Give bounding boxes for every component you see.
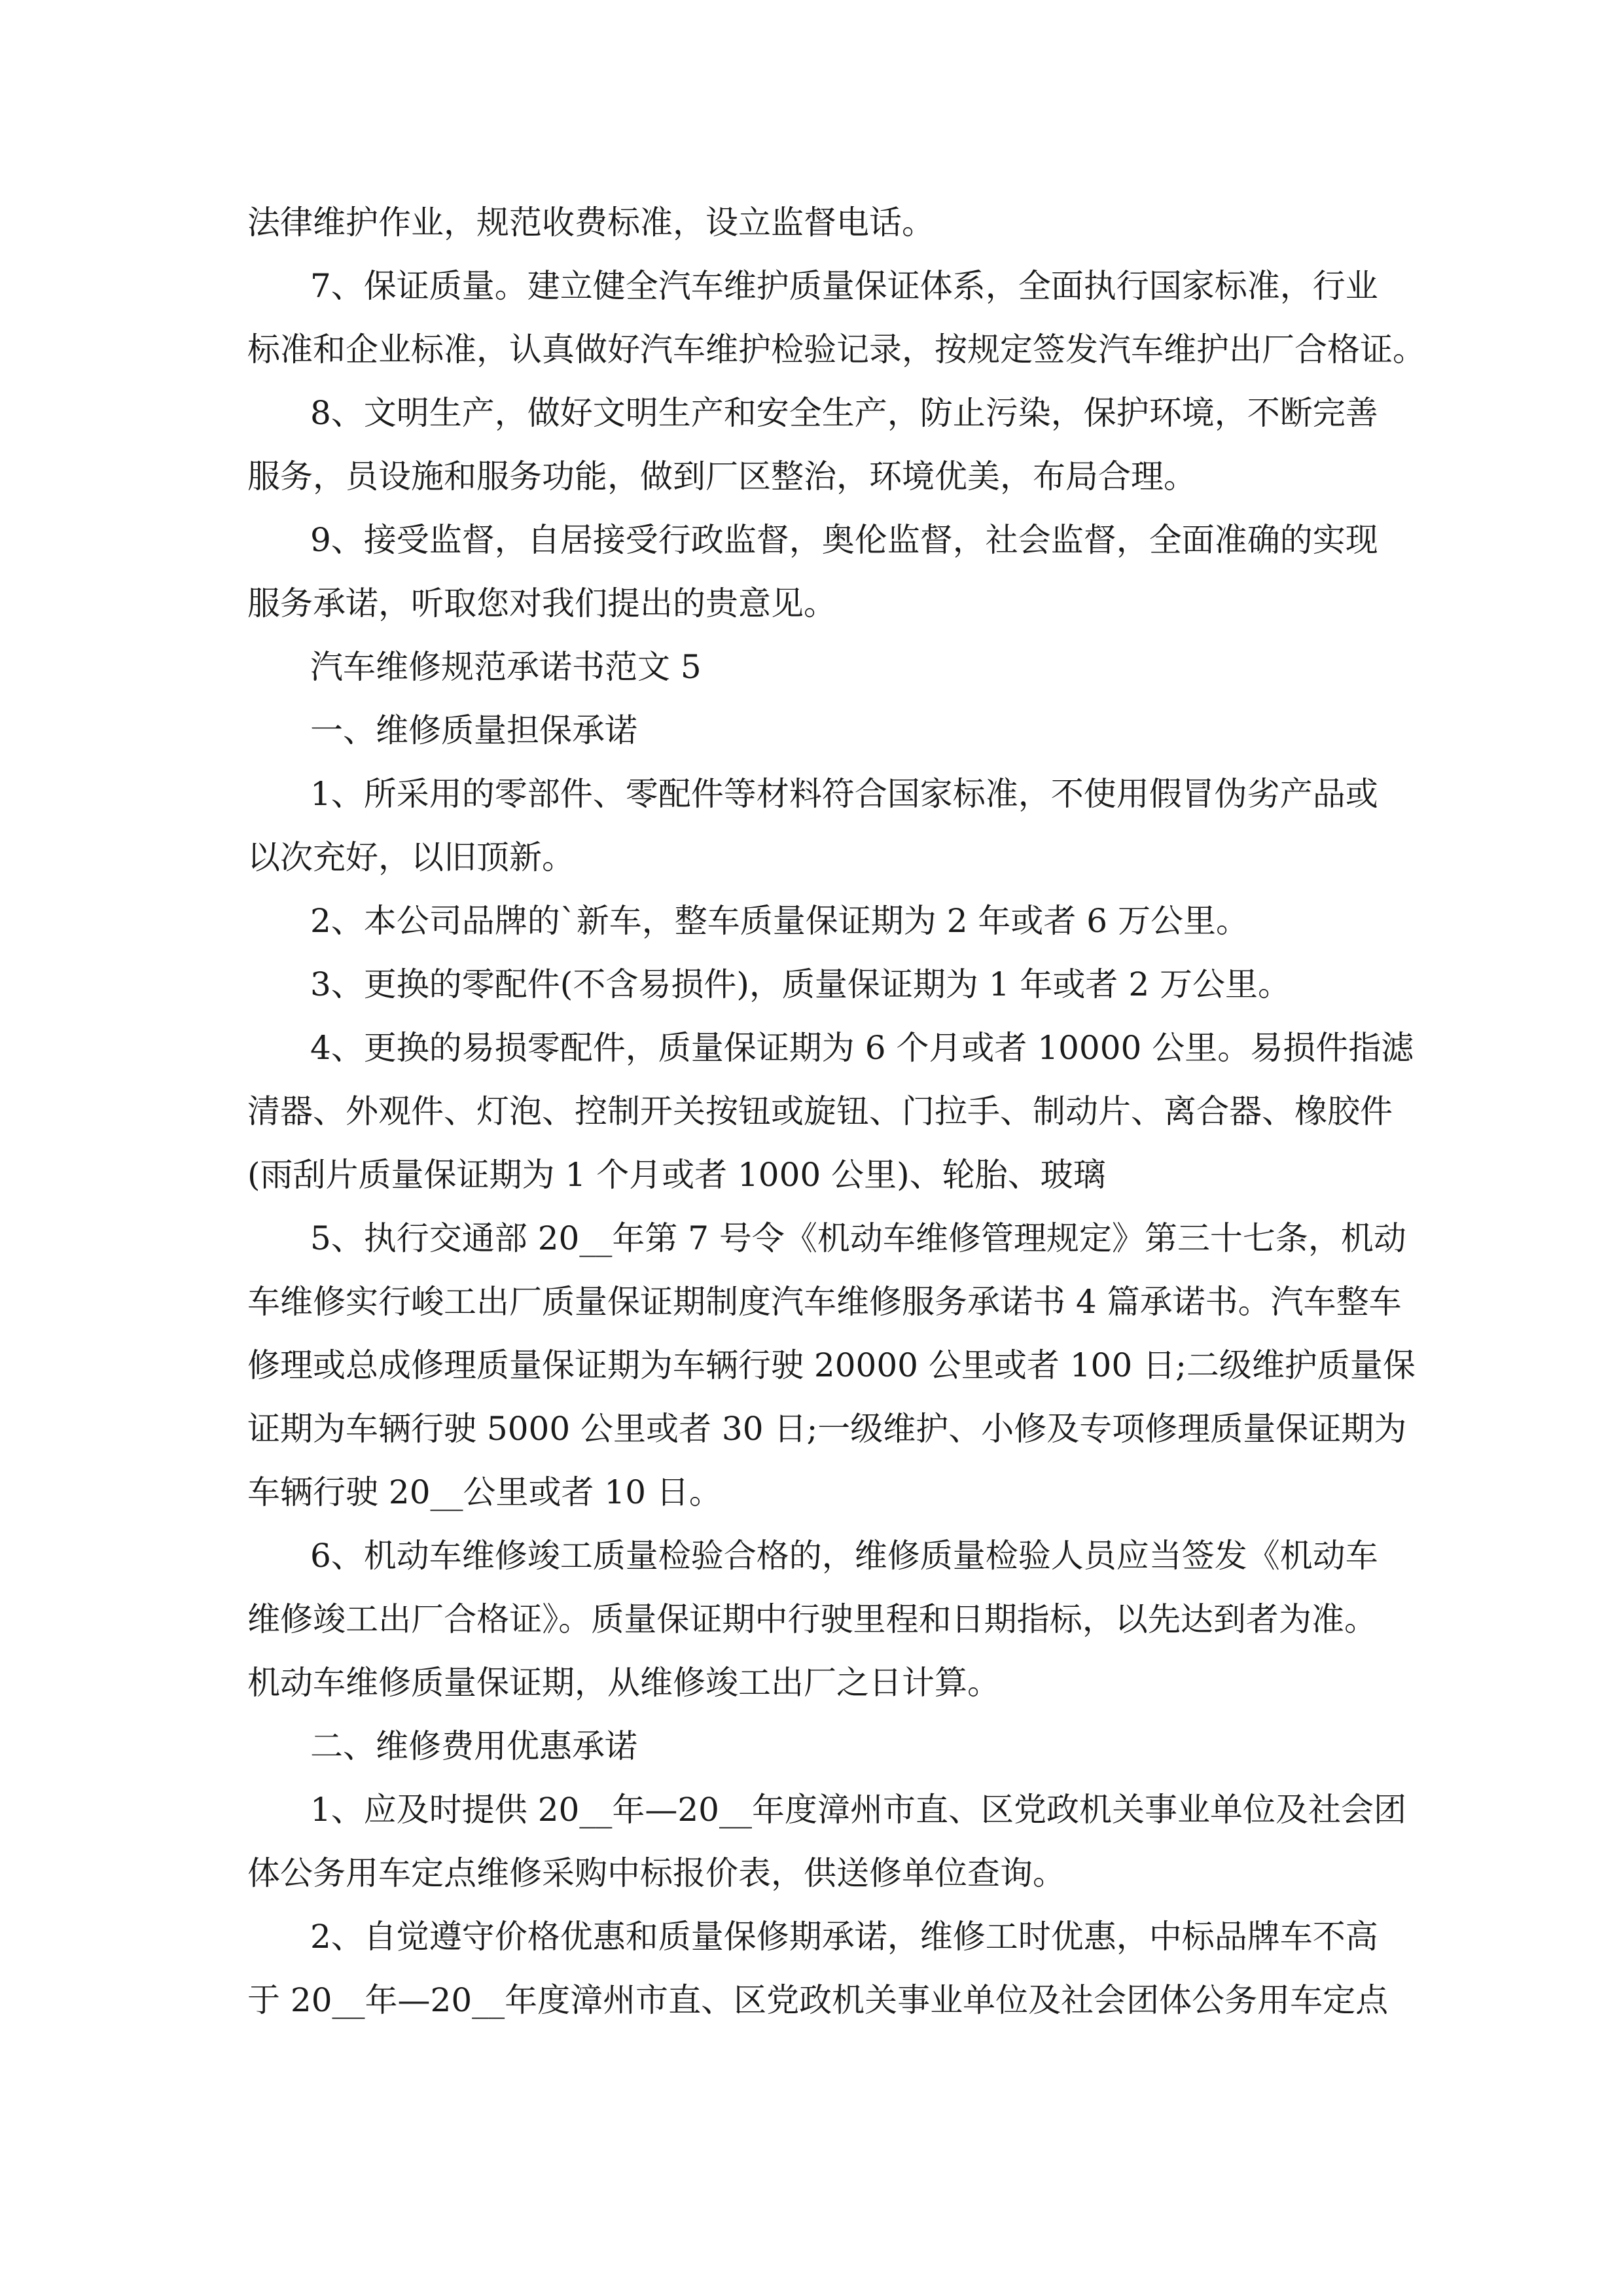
text-line: 修理或总成修理质量保证期为车辆行驶 20000 公里或者 100 日;二级维护质量保 xyxy=(247,1346,1416,1384)
text-line: 4、更换的易损零配件，质量保证期为 6 个月或者 10000 公里。易损件指滤 xyxy=(310,1029,1414,1067)
text-line: 服务承诺，听取您对我们提出的贵意见。 xyxy=(247,584,836,622)
text-line: 3、更换的零配件(不含易损件)，质量保证期为 1 年或者 2 万公里。 xyxy=(310,965,1291,1003)
text-line: 9、接受监督，自居接受行政监督，奥伦监督，社会监督，全面准确的实现 xyxy=(310,521,1378,559)
text-line: 2、本公司品牌的`新车，整车质量保证期为 2 年或者 6 万公里。 xyxy=(310,902,1249,940)
text-line: 1、所采用的零部件、零配件等材料符合国家标准，不使用假冒伪劣产品或 xyxy=(310,775,1378,813)
text-line: 法律维护作业，规范收费标准，设立监督电话。 xyxy=(247,204,935,242)
text-line: 一、维修质量担保承诺 xyxy=(310,711,637,749)
text-line: 5、执行交通部 20__年第 7 号令《机动车维修管理规定》第三十七条，机动 xyxy=(310,1219,1406,1257)
text-line: 车辆行驶 20__公里或者 10 日。 xyxy=(247,1473,722,1511)
text-line: 证期为车辆行驶 5000 公里或者 30 日;一级维护、小修及专项修理质量保证期为 xyxy=(247,1410,1407,1448)
text-line: 体公务用车定点维修采购中标报价表，供送修单位查询。 xyxy=(247,1854,1065,1892)
text-line: 2、自觉遵守价格优惠和质量保修期承诺，维修工时优惠，中标品牌车不高 xyxy=(310,1918,1378,1956)
text-line: 8、文明生产，做好文明生产和安全生产，防止污染，保护环境，不断完善 xyxy=(310,394,1378,432)
text-line: 7、保证质量。建立健全汽车维护质量保证体系，全面执行国家标准，行业 xyxy=(310,267,1378,305)
text-line: 清器、外观件、灯泡、控制开关按钮或旋钮、门拉手、制动片、离合器、橡胶件 xyxy=(247,1092,1393,1130)
text-line: 车维修实行峻工出厂质量保证期制度汽车维修服务承诺书 4 篇承诺书。汽车整车 xyxy=(247,1283,1402,1321)
text-line: 维修竣工出厂合格证》。质量保证期中行驶里程和日期指标，以先达到者为准。 xyxy=(247,1600,1377,1638)
text-line: 于 20__年—20__年度漳州市直、区党政机关事业单位及社会团体公务用车定点 xyxy=(247,1981,1389,2019)
text-line: 标准和企业标准，认真做好汽车维护检验记录，按规定签发汽车维护出厂合格证。 xyxy=(247,331,1425,368)
text-line: 机动车维修质量保证期，从维修竣工出厂之日计算。 xyxy=(247,1664,1000,1702)
text-line: 1、应及时提供 20__年—20__年度漳州市直、区党政机关事业单位及社会团 xyxy=(310,1791,1406,1829)
text-line: (雨刮片质量保证期为 1 个月或者 1000 公里)、轮胎、玻璃 xyxy=(247,1156,1106,1194)
document-body xyxy=(247,191,1425,2032)
text-line: 二、维修费用优惠承诺 xyxy=(310,1727,637,1765)
text-line: 6、机动车维修竣工质量检验合格的，维修质量检验人员应当签发《机动车 xyxy=(310,1537,1378,1575)
text-line: 以次充好，以旧顶新。 xyxy=(247,838,575,876)
text-line: 汽车维修规范承诺书范文 5 xyxy=(310,648,702,686)
text-line: 服务，员设施和服务功能，做到厂区整治，环境优美，布局合理。 xyxy=(247,457,1196,495)
